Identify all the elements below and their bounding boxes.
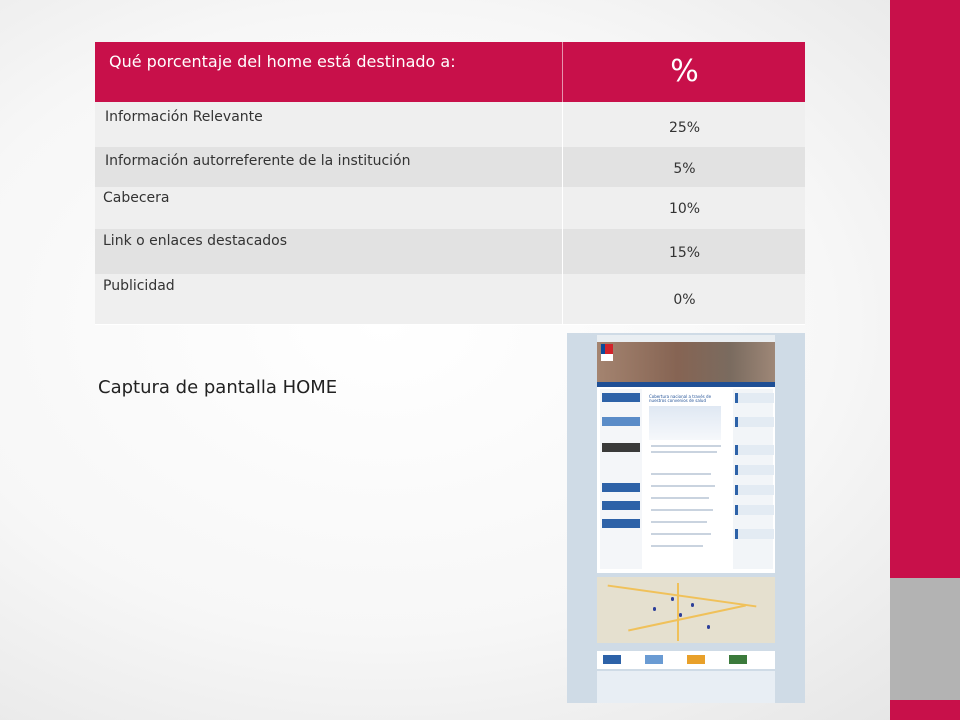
screenshot-right-column: [733, 389, 773, 569]
header-percent-symbol: %: [670, 54, 699, 89]
screenshot-text-line: [651, 445, 721, 447]
row-value: 0%: [673, 292, 696, 308]
table-row: [95, 102, 805, 148]
row-label: Información Relevante: [105, 109, 263, 125]
screenshot-footer: [597, 671, 775, 703]
screenshot-partner-logo: [603, 655, 621, 664]
screenshot-feature-image: [649, 406, 721, 440]
screenshot-top-nav: [597, 335, 775, 342]
screenshot-partner-logo: [687, 655, 705, 664]
screenshot-map-pin: [671, 597, 674, 601]
table-row: [95, 229, 805, 275]
screenshot-right-box: [735, 485, 774, 495]
screenshot-right-box: [735, 505, 774, 515]
screenshot-text-line: [651, 521, 707, 523]
screenshot-left-box: [602, 393, 640, 402]
screenshot-logo-red: [605, 344, 613, 354]
screenshot-map-pin: [691, 603, 694, 607]
column-divider: [562, 274, 563, 324]
row-value: 15%: [668, 245, 701, 261]
screenshot-right-box: [735, 445, 774, 455]
screenshot-map-road: [677, 583, 679, 641]
screenshot-text-line: [651, 509, 713, 511]
screenshot-left-box: [602, 519, 640, 528]
row-label: Cabecera: [103, 190, 170, 206]
screenshot-text-line: [651, 473, 711, 475]
table-header: [95, 42, 805, 102]
column-divider: [562, 147, 563, 187]
screenshot-right-box: [735, 529, 774, 539]
right-accent-bar-bottom: [890, 700, 960, 720]
screenshot-text-line: [651, 545, 703, 547]
screenshot-text-line: [651, 485, 715, 487]
row-value: 25%: [668, 120, 701, 136]
table-row: [95, 147, 805, 188]
screenshot-map-pin: [707, 625, 710, 629]
screenshot-partner-logos: [597, 651, 775, 669]
row-value: 10%: [668, 201, 701, 217]
home-screenshot-caption: Captura de pantalla HOME: [98, 377, 338, 398]
screenshot-map-pin: [679, 613, 682, 617]
column-divider: [562, 42, 563, 102]
row-value: 5%: [673, 161, 696, 177]
screenshot-partner-logo: [729, 655, 747, 664]
row-label: Información autorreferente de la institución: [105, 153, 411, 169]
screenshot-right-box: [735, 417, 774, 427]
screenshot-partner-logo: [645, 655, 663, 664]
screenshot-right-box: [735, 465, 774, 475]
table-row: [95, 274, 805, 325]
column-divider: [562, 229, 563, 274]
row-label: Link o enlaces destacados: [103, 233, 288, 249]
column-divider: [562, 102, 563, 147]
screenshot-left-column: [600, 389, 642, 569]
percentage-table: [95, 42, 805, 324]
row-label: Publicidad: [103, 278, 175, 294]
table-row: [95, 187, 805, 230]
home-screenshot-thumbnail: [567, 333, 805, 703]
screenshot-left-box: [602, 443, 640, 452]
screenshot-left-box: [602, 483, 640, 492]
screenshot-hero-banner: [597, 342, 775, 382]
screenshot-right-box: [735, 393, 774, 403]
screenshot-text-line: [651, 451, 717, 453]
column-divider: [562, 187, 563, 229]
screenshot-headline: Cobertura nacional a través de nuestros convenios de salud: [649, 394, 712, 403]
screenshot-text-line: [651, 533, 711, 535]
header-question: Qué porcentaje del home está destinado a:: [109, 52, 456, 71]
screenshot-left-box: [602, 501, 640, 510]
screenshot-text-line: [651, 497, 709, 499]
right-gray-block: [890, 578, 960, 700]
screenshot-map-pin: [653, 607, 656, 611]
screenshot-left-box: [602, 417, 640, 426]
